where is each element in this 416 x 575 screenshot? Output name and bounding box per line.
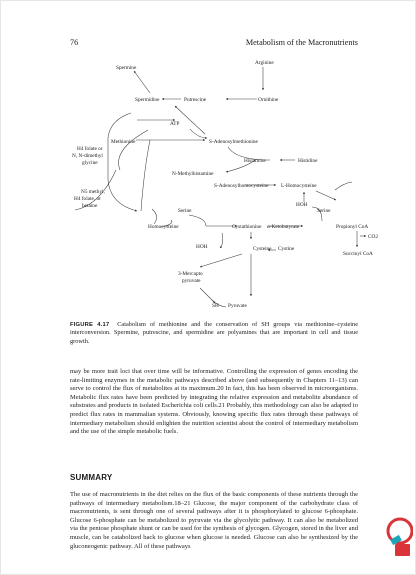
- figure-caption-text: Catabolism of methionine and the conservation of SH groups via methionine–cysteine interconversion. Spermine, putrescine, and spermidine are polyamines that are important in cell and tissue growth.: [70, 321, 359, 345]
- node-succinyl-coa: Succinyl CoA: [343, 251, 373, 257]
- node-h4folate-line1: H4 folate or: [77, 146, 103, 152]
- node-histamine: Histamine: [244, 158, 266, 164]
- node-cystine: Cystine: [278, 246, 295, 252]
- body-paragraph-2: The use of macronutrients in the diet relies on the flux of the basic components of these nutrients through the pathways of intermediary metabolism.18–21 Glucose, the major component of the carbohydrate class of macronutrients, is sent through one of several pathways after it is phosphorylated to glucose 6-phosphate. Glucose 6-phosphate can be metabolized to pyruvate via the glycolytic pathway. It can also be metabolized via the pentose phosphate shunt or can be used for the synthesis of glycogen. Glycogen, stored in the liver and muscle, can be catabolized back to glucose when glucose is needed. Glucose can also be synthesized by the gluconeogenic pathway. All of these pathways: [70, 491, 358, 550]
- node-n5methyl-line1: N5 methyl,: [81, 189, 105, 195]
- node-sh: SH: [212, 303, 219, 309]
- watermark-logo-icon: [383, 511, 413, 563]
- node-cystathionine: Cystathionine: [232, 224, 262, 230]
- node-methionine: Methionine: [111, 139, 136, 145]
- figure-caption: [70, 321, 358, 346]
- node-atp: ATP: [170, 121, 180, 127]
- node-putrescine: Putrescine: [184, 97, 207, 103]
- node-serine-left: Serine: [178, 208, 192, 214]
- node-spermidine: Spermidine: [135, 97, 160, 103]
- node-n5methyl-line2: H4 folate, or: [74, 196, 101, 202]
- page-number: 76: [70, 38, 79, 47]
- figure-label: FIGURE 4.17: [70, 322, 110, 328]
- section-title-summary: SUMMARY: [70, 473, 113, 482]
- node-sam: S-Adenosylmethionine: [209, 139, 258, 145]
- node-co2: CO2: [368, 234, 379, 240]
- node-histidine: Histidine: [298, 158, 318, 164]
- body-paragraph-1: may be more trait loci that over time will be informative. Controlling the expression of genes encoding the rate-limiting enzymes in the metabolic pathways described above (and subsequently in Chapters 11–13) can serve to control the flux of metabolites at its maximum.20 In fact, this has been observed in microorganisms. Metabolic flux rates have been predicted by integrating the relative expression and metabolite abundance of substrates and products in isolated Escherichia coli cells.21 Probably, this methodology can also be adapted to predict flux rates in mammalian systems. Obviously, knowing specific flux rates through these pathways of intermediary metabolism should enlighten the nutrition scientist about the control of intermediary metabolism and the use of the simple metabolic fuels.: [70, 368, 358, 436]
- node-n5methyl-line3: betaine: [82, 203, 98, 209]
- node-propionyl-coa: Propionyl CoA: [336, 224, 369, 230]
- node-a-ketobutyrate: α-Ketobutyrate: [267, 224, 300, 230]
- node-cysteine: Cysteine: [253, 246, 272, 252]
- node-l-homocysteine: L-Homocysteine: [281, 183, 317, 189]
- node-h4folate-line3: glycine: [82, 160, 98, 166]
- node-sah: S-Adenosylhomocysteine: [214, 183, 269, 189]
- node-hoh-top: HOH: [296, 202, 308, 208]
- node-homocysteine: Homocysteine: [148, 224, 179, 230]
- node-h4folate-line2: N, N-dimethyl: [72, 153, 103, 159]
- node-arginine: Arginine: [255, 60, 274, 66]
- node-spermine: Spermine: [116, 65, 137, 71]
- node-mercapto-line2: pyruvate: [182, 278, 201, 284]
- node-hoh-bottom: HOH: [196, 244, 208, 250]
- node-pyruvate: Pyruvate: [228, 303, 247, 309]
- node-mercapto-line1: 3-Mercapto: [178, 271, 203, 277]
- node-ornithine: Ornithine: [258, 97, 279, 103]
- node-n-methylhistamine: N-Methylhistamine: [172, 171, 214, 177]
- running-title: Metabolism of the Macronutrients: [245, 38, 358, 47]
- node-serine-right: Serine: [317, 208, 331, 214]
